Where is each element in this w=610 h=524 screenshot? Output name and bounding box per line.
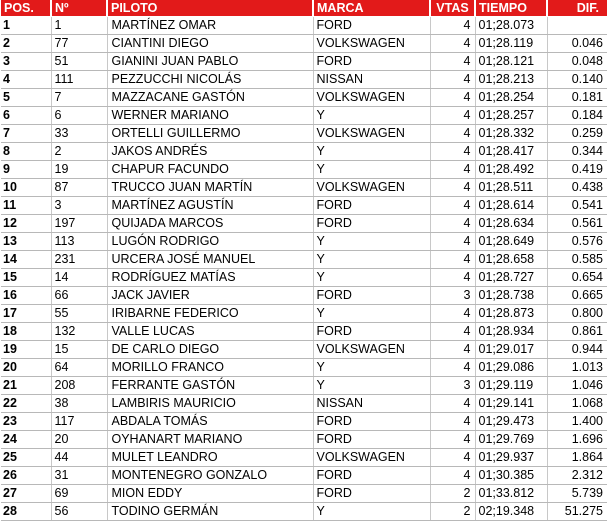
cell-piloto: TRUCCO JUAN MARTÍN bbox=[107, 179, 313, 197]
cell-piloto: WERNER MARIANO bbox=[107, 107, 313, 125]
cell-tiempo: 01;33.812 bbox=[475, 485, 547, 503]
cell-marca: FORD bbox=[313, 197, 430, 215]
cell-pos: 10 bbox=[1, 179, 51, 197]
cell-dif bbox=[547, 17, 607, 35]
cell-vtas: 4 bbox=[430, 71, 475, 89]
cell-marca: Y bbox=[313, 269, 430, 287]
cell-piloto: DE CARLO DIEGO bbox=[107, 341, 313, 359]
table-row bbox=[1, 179, 607, 197]
cell-dif: 0.419 bbox=[547, 161, 607, 179]
cell-pos: 1 bbox=[1, 17, 51, 35]
table-row bbox=[1, 413, 607, 431]
cell-dif: 51.275 bbox=[547, 503, 607, 521]
table-header bbox=[1, 0, 607, 17]
cell-dif: 0.259 bbox=[547, 125, 607, 143]
table-row bbox=[1, 143, 607, 161]
cell-tiempo: 01;28.492 bbox=[475, 161, 547, 179]
cell-tiempo: 01;29.769 bbox=[475, 431, 547, 449]
cell-marca: VOLKSWAGEN bbox=[313, 449, 430, 467]
cell-dif: 0.140 bbox=[547, 71, 607, 89]
cell-dif: 0.048 bbox=[547, 53, 607, 71]
cell-marca: Y bbox=[313, 107, 430, 125]
cell-num: 7 bbox=[51, 89, 107, 107]
cell-vtas: 4 bbox=[430, 179, 475, 197]
cell-piloto: LAMBIRIS MAURICIO bbox=[107, 395, 313, 413]
cell-marca: FORD bbox=[313, 323, 430, 341]
table-row bbox=[1, 485, 607, 503]
cell-marca: FORD bbox=[313, 287, 430, 305]
cell-marca: Y bbox=[313, 143, 430, 161]
cell-num: 69 bbox=[51, 485, 107, 503]
cell-pos: 22 bbox=[1, 395, 51, 413]
cell-dif: 0.665 bbox=[547, 287, 607, 305]
cell-tiempo: 01;28.121 bbox=[475, 53, 547, 71]
cell-piloto: ORTELLI GUILLERMO bbox=[107, 125, 313, 143]
cell-num: 15 bbox=[51, 341, 107, 359]
cell-num: 2 bbox=[51, 143, 107, 161]
header-dif: DIF. bbox=[547, 0, 607, 17]
table-row bbox=[1, 269, 607, 287]
cell-marca: NISSAN bbox=[313, 395, 430, 413]
cell-tiempo: 01;28.073 bbox=[475, 17, 547, 35]
cell-marca: Y bbox=[313, 503, 430, 521]
cell-piloto: CIANTINI DIEGO bbox=[107, 35, 313, 53]
cell-pos: 21 bbox=[1, 377, 51, 395]
cell-dif: 1.046 bbox=[547, 377, 607, 395]
cell-tiempo: 01;30.385 bbox=[475, 467, 547, 485]
cell-pos: 17 bbox=[1, 305, 51, 323]
cell-vtas: 4 bbox=[430, 251, 475, 269]
cell-piloto: MULET LEANDRO bbox=[107, 449, 313, 467]
cell-dif: 0.800 bbox=[547, 305, 607, 323]
cell-tiempo: 01;28.727 bbox=[475, 269, 547, 287]
cell-num: 1 bbox=[51, 17, 107, 35]
cell-marca: VOLKSWAGEN bbox=[313, 89, 430, 107]
cell-vtas: 4 bbox=[430, 125, 475, 143]
cell-num: 87 bbox=[51, 179, 107, 197]
cell-pos: 28 bbox=[1, 503, 51, 521]
cell-pos: 20 bbox=[1, 359, 51, 377]
cell-piloto: MION EDDY bbox=[107, 485, 313, 503]
cell-marca: FORD bbox=[313, 485, 430, 503]
cell-vtas: 4 bbox=[430, 449, 475, 467]
table-row bbox=[1, 125, 607, 143]
cell-pos: 5 bbox=[1, 89, 51, 107]
table-row bbox=[1, 233, 607, 251]
cell-tiempo: 01;28.649 bbox=[475, 233, 547, 251]
cell-piloto: MORILLO FRANCO bbox=[107, 359, 313, 377]
cell-num: 19 bbox=[51, 161, 107, 179]
cell-pos: 15 bbox=[1, 269, 51, 287]
cell-tiempo: 01;28.119 bbox=[475, 35, 547, 53]
cell-piloto: ABDALA TOMÁS bbox=[107, 413, 313, 431]
cell-num: 38 bbox=[51, 395, 107, 413]
cell-num: 208 bbox=[51, 377, 107, 395]
cell-piloto: VALLE LUCAS bbox=[107, 323, 313, 341]
cell-marca: VOLKSWAGEN bbox=[313, 341, 430, 359]
table-row bbox=[1, 197, 607, 215]
table-row bbox=[1, 377, 607, 395]
cell-num: 77 bbox=[51, 35, 107, 53]
cell-tiempo: 01;28.658 bbox=[475, 251, 547, 269]
cell-tiempo: 01;28.738 bbox=[475, 287, 547, 305]
cell-num: 197 bbox=[51, 215, 107, 233]
cell-tiempo: 01;29.017 bbox=[475, 341, 547, 359]
cell-marca: FORD bbox=[313, 413, 430, 431]
cell-pos: 24 bbox=[1, 431, 51, 449]
cell-vtas: 4 bbox=[430, 17, 475, 35]
cell-vtas: 4 bbox=[430, 53, 475, 71]
cell-marca: FORD bbox=[313, 215, 430, 233]
cell-vtas: 4 bbox=[430, 269, 475, 287]
cell-pos: 26 bbox=[1, 467, 51, 485]
cell-pos: 7 bbox=[1, 125, 51, 143]
cell-marca: VOLKSWAGEN bbox=[313, 179, 430, 197]
cell-dif: 1.864 bbox=[547, 449, 607, 467]
table-row bbox=[1, 431, 607, 449]
cell-piloto: TODINO GERMÁN bbox=[107, 503, 313, 521]
table-row bbox=[1, 17, 607, 35]
cell-pos: 19 bbox=[1, 341, 51, 359]
cell-piloto: OYHANART MARIANO bbox=[107, 431, 313, 449]
cell-pos: 25 bbox=[1, 449, 51, 467]
cell-dif: 1.696 bbox=[547, 431, 607, 449]
cell-marca: Y bbox=[313, 377, 430, 395]
cell-marca: Y bbox=[313, 359, 430, 377]
cell-tiempo: 01;28.934 bbox=[475, 323, 547, 341]
cell-piloto: URCERA JOSÉ MANUEL bbox=[107, 251, 313, 269]
cell-vtas: 4 bbox=[430, 305, 475, 323]
table-row bbox=[1, 449, 607, 467]
cell-vtas: 4 bbox=[430, 197, 475, 215]
cell-num: 231 bbox=[51, 251, 107, 269]
cell-vtas: 4 bbox=[430, 431, 475, 449]
cell-piloto: IRIBARNE FEDERICO bbox=[107, 305, 313, 323]
cell-num: 66 bbox=[51, 287, 107, 305]
cell-dif: 2.312 bbox=[547, 467, 607, 485]
cell-dif: 0.861 bbox=[547, 323, 607, 341]
cell-num: 20 bbox=[51, 431, 107, 449]
cell-pos: 6 bbox=[1, 107, 51, 125]
cell-piloto: MARTÍNEZ AGUSTÍN bbox=[107, 197, 313, 215]
cell-marca: FORD bbox=[313, 53, 430, 71]
cell-vtas: 4 bbox=[430, 413, 475, 431]
cell-tiempo: 01;28.511 bbox=[475, 179, 547, 197]
cell-tiempo: 01;29.473 bbox=[475, 413, 547, 431]
table-row bbox=[1, 53, 607, 71]
cell-marca: FORD bbox=[313, 17, 430, 35]
header-pos: POS. bbox=[1, 0, 51, 17]
header-num: Nº bbox=[51, 0, 107, 17]
cell-num: 56 bbox=[51, 503, 107, 521]
cell-vtas: 4 bbox=[430, 107, 475, 125]
cell-dif: 1.013 bbox=[547, 359, 607, 377]
cell-dif: 0.184 bbox=[547, 107, 607, 125]
cell-pos: 23 bbox=[1, 413, 51, 431]
cell-pos: 13 bbox=[1, 233, 51, 251]
cell-num: 33 bbox=[51, 125, 107, 143]
table-row bbox=[1, 503, 607, 521]
table-row bbox=[1, 107, 607, 125]
cell-num: 132 bbox=[51, 323, 107, 341]
cell-pos: 16 bbox=[1, 287, 51, 305]
cell-pos: 4 bbox=[1, 71, 51, 89]
cell-piloto: CHAPUR FACUNDO bbox=[107, 161, 313, 179]
cell-piloto: RODRÍGUEZ MATÍAS bbox=[107, 269, 313, 287]
cell-tiempo: 01;28.614 bbox=[475, 197, 547, 215]
cell-marca: Y bbox=[313, 161, 430, 179]
cell-pos: 8 bbox=[1, 143, 51, 161]
cell-pos: 12 bbox=[1, 215, 51, 233]
cell-pos: 9 bbox=[1, 161, 51, 179]
cell-vtas: 4 bbox=[430, 35, 475, 53]
cell-tiempo: 01;28.873 bbox=[475, 305, 547, 323]
table-row bbox=[1, 71, 607, 89]
cell-vtas: 4 bbox=[430, 143, 475, 161]
cell-tiempo: 02;19.348 bbox=[475, 503, 547, 521]
cell-vtas: 4 bbox=[430, 395, 475, 413]
cell-piloto: FERRANTE GASTÓN bbox=[107, 377, 313, 395]
cell-tiempo: 01;29.086 bbox=[475, 359, 547, 377]
cell-tiempo: 01;28.254 bbox=[475, 89, 547, 107]
table-row bbox=[1, 161, 607, 179]
cell-vtas: 4 bbox=[430, 89, 475, 107]
cell-tiempo: 01;29.141 bbox=[475, 395, 547, 413]
cell-dif: 0.654 bbox=[547, 269, 607, 287]
cell-marca: VOLKSWAGEN bbox=[313, 125, 430, 143]
cell-marca: Y bbox=[313, 305, 430, 323]
cell-pos: 14 bbox=[1, 251, 51, 269]
cell-num: 117 bbox=[51, 413, 107, 431]
cell-tiempo: 01;28.332 bbox=[475, 125, 547, 143]
cell-marca: Y bbox=[313, 233, 430, 251]
cell-vtas: 2 bbox=[430, 503, 475, 521]
cell-dif: 0.944 bbox=[547, 341, 607, 359]
cell-dif: 0.576 bbox=[547, 233, 607, 251]
cell-dif: 1.400 bbox=[547, 413, 607, 431]
cell-pos: 11 bbox=[1, 197, 51, 215]
cell-tiempo: 01;29.937 bbox=[475, 449, 547, 467]
cell-dif: 0.181 bbox=[547, 89, 607, 107]
cell-vtas: 4 bbox=[430, 467, 475, 485]
cell-tiempo: 01;28.634 bbox=[475, 215, 547, 233]
cell-vtas: 4 bbox=[430, 323, 475, 341]
cell-pos: 27 bbox=[1, 485, 51, 503]
cell-num: 55 bbox=[51, 305, 107, 323]
cell-piloto: LUGÓN RODRIGO bbox=[107, 233, 313, 251]
table-row bbox=[1, 35, 607, 53]
cell-piloto: MONTENEGRO GONZALO bbox=[107, 467, 313, 485]
table-row bbox=[1, 215, 607, 233]
cell-piloto: QUIJADA MARCOS bbox=[107, 215, 313, 233]
cell-piloto: GIANINI JUAN PABLO bbox=[107, 53, 313, 71]
cell-vtas: 3 bbox=[430, 287, 475, 305]
table-row bbox=[1, 323, 607, 341]
header-marca: MARCA bbox=[313, 0, 430, 17]
cell-tiempo: 01;29.119 bbox=[475, 377, 547, 395]
cell-tiempo: 01;28.417 bbox=[475, 143, 547, 161]
cell-num: 64 bbox=[51, 359, 107, 377]
table-row bbox=[1, 341, 607, 359]
table-row bbox=[1, 305, 607, 323]
cell-vtas: 2 bbox=[430, 485, 475, 503]
cell-dif: 1.068 bbox=[547, 395, 607, 413]
cell-dif: 0.344 bbox=[547, 143, 607, 161]
cell-marca: VOLKSWAGEN bbox=[313, 35, 430, 53]
cell-num: 113 bbox=[51, 233, 107, 251]
header-tiempo: TIEMPO bbox=[475, 0, 547, 17]
cell-dif: 0.046 bbox=[547, 35, 607, 53]
table-row bbox=[1, 287, 607, 305]
cell-dif: 0.561 bbox=[547, 215, 607, 233]
cell-pos: 2 bbox=[1, 35, 51, 53]
table-row bbox=[1, 251, 607, 269]
cell-vtas: 3 bbox=[430, 377, 475, 395]
cell-num: 51 bbox=[51, 53, 107, 71]
cell-vtas: 4 bbox=[430, 215, 475, 233]
results-table bbox=[1, 0, 607, 521]
cell-dif: 5.739 bbox=[547, 485, 607, 503]
cell-vtas: 4 bbox=[430, 161, 475, 179]
cell-piloto: MAZZACANE GASTÓN bbox=[107, 89, 313, 107]
cell-marca: NISSAN bbox=[313, 71, 430, 89]
cell-piloto: PEZZUCCHI NICOLÁS bbox=[107, 71, 313, 89]
cell-vtas: 4 bbox=[430, 341, 475, 359]
cell-marca: Y bbox=[313, 251, 430, 269]
cell-num: 6 bbox=[51, 107, 107, 125]
table-row bbox=[1, 359, 607, 377]
cell-piloto: JAKOS ANDRÉS bbox=[107, 143, 313, 161]
table-body bbox=[1, 17, 607, 521]
table-row bbox=[1, 467, 607, 485]
cell-vtas: 4 bbox=[430, 233, 475, 251]
cell-vtas: 4 bbox=[430, 359, 475, 377]
cell-dif: 0.541 bbox=[547, 197, 607, 215]
cell-pos: 3 bbox=[1, 53, 51, 71]
cell-dif: 0.438 bbox=[547, 179, 607, 197]
table-row bbox=[1, 395, 607, 413]
cell-num: 31 bbox=[51, 467, 107, 485]
cell-piloto: JACK JAVIER bbox=[107, 287, 313, 305]
header-piloto: PILOTO bbox=[107, 0, 313, 17]
header-vtas: VTAS bbox=[430, 0, 475, 17]
cell-dif: 0.585 bbox=[547, 251, 607, 269]
cell-tiempo: 01;28.257 bbox=[475, 107, 547, 125]
table-row bbox=[1, 89, 607, 107]
cell-tiempo: 01;28.213 bbox=[475, 71, 547, 89]
cell-marca: FORD bbox=[313, 431, 430, 449]
cell-num: 44 bbox=[51, 449, 107, 467]
cell-num: 3 bbox=[51, 197, 107, 215]
cell-num: 14 bbox=[51, 269, 107, 287]
cell-marca: FORD bbox=[313, 467, 430, 485]
cell-pos: 18 bbox=[1, 323, 51, 341]
cell-num: 111 bbox=[51, 71, 107, 89]
cell-piloto: MARTÍNEZ OMAR bbox=[107, 17, 313, 35]
header-row bbox=[1, 0, 607, 17]
